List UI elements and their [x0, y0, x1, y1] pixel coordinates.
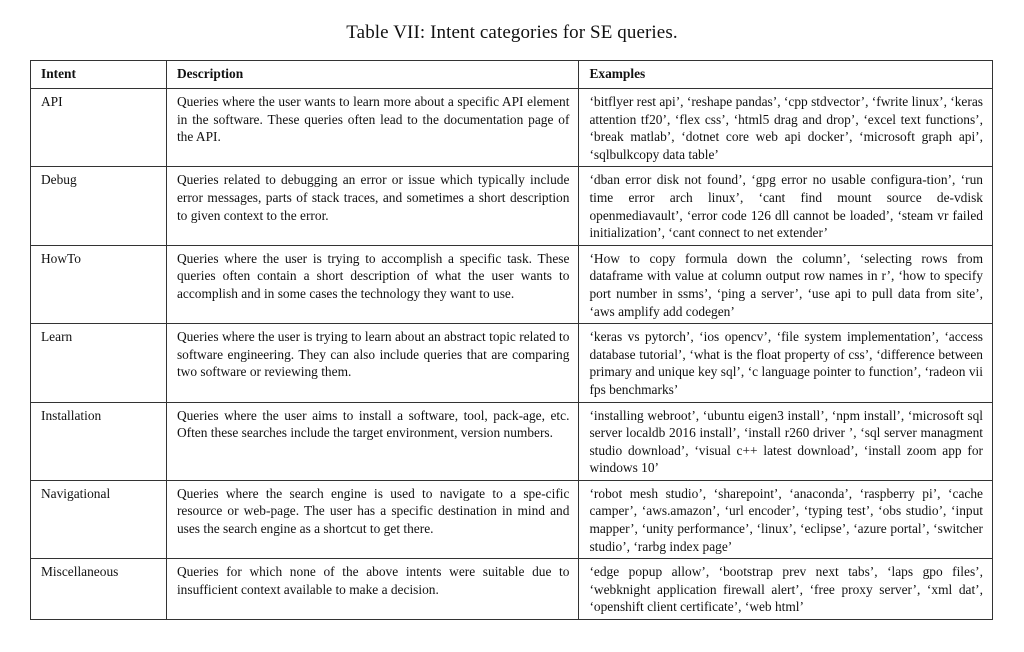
table-row	[31, 167, 993, 245]
examples-cell: ‘installing webroot’, ‘ubuntu eigen3 install’, ‘npm install’, ‘microsoft sql server localdb 2016 install’, ‘install r260 driver ’, ‘sql server managment studio download’, ‘visual c++ latest download’, ‘install zoom app for windows 10’	[579, 402, 993, 480]
intent-cell: Installation	[31, 402, 167, 480]
examples-cell: ‘robot mesh studio’, ‘sharepoint’, ‘anaconda’, ‘raspberry pi’, ‘cache camper’, ‘aws.amazon’, ‘url encoder’, ‘typing test’, ‘obs studio’, ‘input mapper’, ‘unity performance’, ‘linux’, ‘eclipse’, ‘azure portal’, ‘switcher studio’, ‘rarbg index page’	[579, 480, 993, 558]
header-intent: Intent	[31, 61, 167, 89]
examples-cell: ‘keras vs pytorch’, ‘ios opencv’, ‘file system implementation’, ‘access database tutorial’, ‘what is the float property of css’, ‘difference between primary and unique key sql’, ‘c language pointer to function’, ‘radeon vii fps benchmarks’	[579, 324, 993, 402]
description-cell: Queries where the user is trying to accomplish a specific task. These queries often contain a short description of what the user wants to accomplish and in some cases the technology they want to use.	[166, 245, 579, 323]
intent-cell: Miscellaneous	[31, 559, 167, 620]
examples-cell: ‘How to copy formula down the column’, ‘selecting rows from dataframe with value at column output row names in r’, ‘how to specify port number in ssms’, ‘ping a server’, ‘use api to pull data from site’, ‘aws amplify add codegen’	[579, 245, 993, 323]
description-cell: Queries where the user is trying to learn about an abstract topic related to software engineering. They can also include queries that are comparing two software or reviewing them.	[166, 324, 579, 402]
table-row	[31, 245, 993, 323]
examples-cell: ‘dban error disk not found’, ‘gpg error no usable configura-tion’, ‘run time error arch linux’, ‘cant find mount source de-vdisk openmediavault’, ‘error code 126 dll cannot be loaded’, ‘steam vr failed initialization’, ‘cant connect to net extender’	[579, 167, 993, 245]
intent-cell: Learn	[31, 324, 167, 402]
examples-cell: ‘bitflyer rest api’, ‘reshape pandas’, ‘cpp stdvector’, ‘fwrite linux’, ‘keras attention tf20’, ‘flex css’, ‘html5 drag and drop’, ‘excel text functions’, ‘break matlab’, ‘dotnet core web api docker’, ‘microsoft graph api’, ‘sqlbulkcopy data table’	[579, 89, 993, 167]
description-cell: Queries where the user aims to install a software, tool, pack-age, etc. Often these searches include the target environment, version numbers.	[166, 402, 579, 480]
table-caption: Table VII: Intent categories for SE queries.	[346, 22, 678, 43]
table-row	[31, 89, 993, 167]
header-description: Description	[166, 61, 579, 89]
header-examples: Examples	[579, 61, 993, 89]
header-row	[31, 61, 993, 89]
intent-cell: HowTo	[31, 245, 167, 323]
intent-cell: Debug	[31, 167, 167, 245]
description-cell: Queries related to debugging an error or issue which typically include error messages, parts of stack traces, and sometimes a short description to given context to the error.	[166, 167, 579, 245]
intent-cell: API	[31, 89, 167, 167]
table-row	[31, 402, 993, 480]
description-cell: Queries for which none of the above intents were suitable due to insufficient context available to make a decision.	[166, 559, 579, 620]
table-row	[31, 480, 993, 558]
intent-categories-table	[30, 60, 993, 620]
description-cell: Queries where the user wants to learn more about a specific API element in the software. These queries often lead to the documentation page of the API.	[166, 89, 579, 167]
table-row	[31, 559, 993, 620]
intent-cell: Navigational	[31, 480, 167, 558]
description-cell: Queries where the search engine is used to navigate to a spe-cific resource or web-page. The user has a specific destination in mind and uses the search engine as a shortcut to get there.	[166, 480, 579, 558]
table-row	[31, 324, 993, 402]
examples-cell: ‘edge popup allow’, ‘bootstrap prev next tabs’, ‘laps gpo files’, ‘webknight application firewall alert’, ‘free proxy server’, ‘xml dat’, ‘openshift client certificate’, ‘web html’	[579, 559, 993, 620]
